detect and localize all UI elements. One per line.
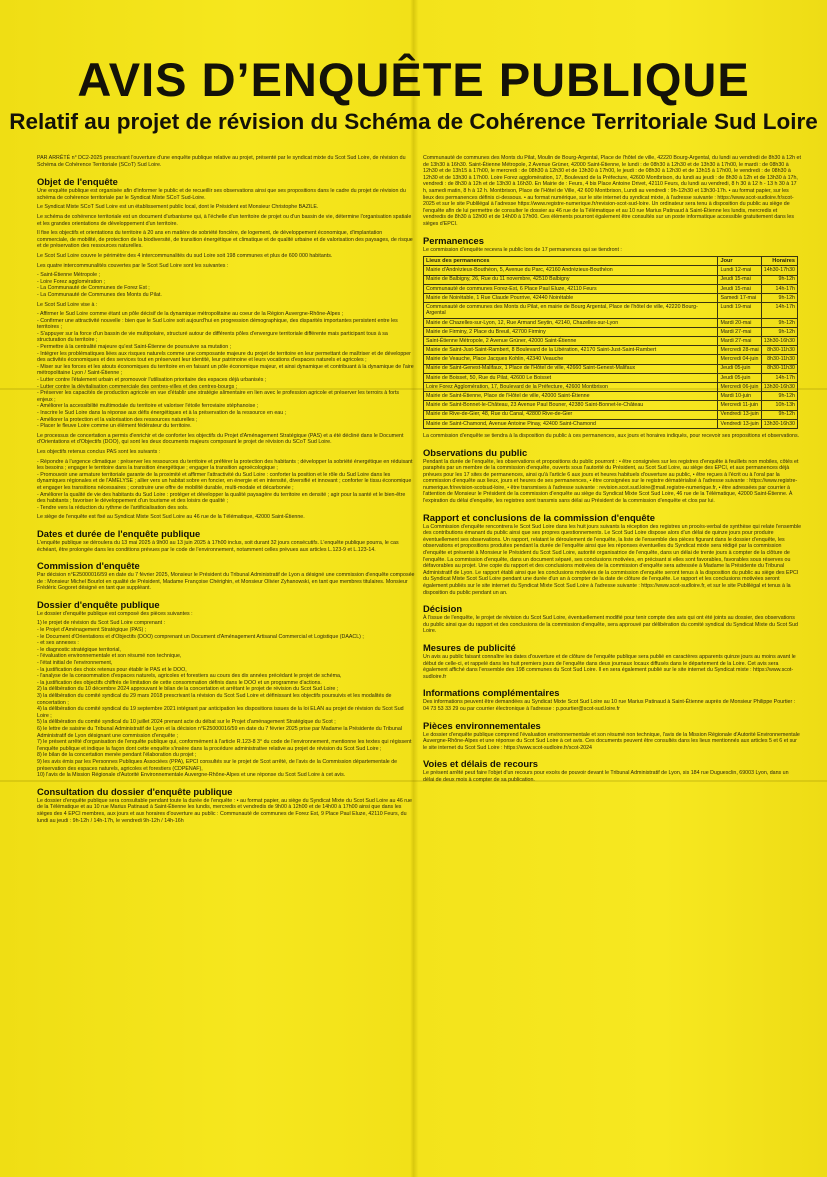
cell-horaires: 9h-12h bbox=[761, 392, 797, 401]
cell-horaires: 8h30-11h30 bbox=[761, 346, 797, 355]
cell-jour: Mardi 10-juin bbox=[718, 392, 761, 401]
section-heading-objet: Objet de l'enquête bbox=[37, 176, 118, 188]
left-column bbox=[37, 155, 415, 827]
paragraph: Le schéma de cohérence territoriale est un document d'urbanisme qui, à l'échelle d'un territoire de projet ou d'un bassin de vie, détermine l'organisation spatiale et les grandes orientations de développement d'un territoire. bbox=[37, 213, 412, 227]
list-item: 5) la délibération du comité syndical du 10 juillet 2024 prenant acte du débat sur le Projet d'aménagement Stratégique du Scot ; bbox=[37, 719, 336, 726]
list-item: 6) le lettre de saisine du Tribunal Administratif de Lyon et la décision n°E25000016/59 en date du 7 février 2025 prise par Madame la Présidente du Tribunal Administratif de Lyon désignant une commission d'enquête ; bbox=[37, 725, 402, 739]
list-item: 3) la délibération du comité syndical du 29 mars 2018 prescrivant la révision du Scot Sud Loire et définissant les objectifs poursuivis et les modalités de concertation ; bbox=[37, 693, 392, 706]
cell-horaires: 13h30-16h30 bbox=[761, 337, 797, 346]
paragraph: Le dossier d'enquête publique comprend l'évaluation environnementale et son résumé non technique, l'avis de la Mission Régionale d'Autorité Environnementale Auvergne-Rhône-Alpes et une réponse du Scot Sud Loire à cet avis. Ces documents peuvent être consultés dans les lieux mentionnés aux articles 5 et 6 et sur le site internet du Scot Sud Loire : https://www.scot-sudloire.fr/scot-2024 bbox=[423, 731, 800, 751]
list-item: - La Communauté de Communes des Monts du Pilat. bbox=[37, 291, 162, 298]
list-item: 1) le projet de révision du Scot Sud Loire comprenant : bbox=[37, 620, 166, 627]
paragraph: Un avis au public faisant connaître les dates d'ouverture et de clôture de l'enquête publique sera publié en caractères apparents quinze jours au moins avant le début de celle-ci, et rappelé dans les huit premiers jours de l'enquête dans deux journaux locaux diffusés dans le département de la Loire. Cet avis sera également affiché dans l'ensemble des 198 communes du Scot Sud Loire. Il en sera également publié sur le site internet du Syndicat mixte : https://www.scot-sudloire.fr bbox=[423, 653, 796, 680]
section-heading-observations: Observations du public bbox=[423, 446, 528, 458]
cell-horaires: 13h30-16h30 bbox=[761, 382, 797, 391]
list-item: 4) la délibération du comité syndical du 19 septembre 2021 intégrant par anticipation les dispositions issues de la loi ELAN au projet de révision du Scot Sud Loire ; bbox=[37, 706, 404, 719]
cell-horaires: 8h30-11h30 bbox=[761, 355, 797, 364]
cell-jour: Mardi 27-mai bbox=[718, 337, 761, 346]
cell-horaires: 9h-12h bbox=[761, 318, 797, 327]
cell-jour: Jeudi 15-mai bbox=[718, 284, 761, 293]
section-heading-pieces: Pièces environnementales bbox=[423, 719, 541, 731]
table-row bbox=[424, 284, 798, 293]
cell-jour: Jeudi 05-juin bbox=[718, 364, 761, 373]
table-row bbox=[424, 303, 798, 319]
paragraph: Le présent arrêté peut faire l'objet d'un recours pour excès de pouvoir devant le Tribunal Administratif de Lyon, sis 184 rue Duguesclin, 69003 Lyon, dans un délai de deux mois à compter de sa publication. bbox=[423, 770, 789, 783]
cell-horaires: 9h-12h bbox=[761, 410, 797, 419]
cell-jour: Mardi 27-mai bbox=[718, 327, 761, 336]
list-item: - le Projet d'Aménagement Stratégique (PAS) ; bbox=[37, 627, 147, 634]
cell-horaires: 14h-17h bbox=[761, 303, 797, 319]
cell-jour: Vendredi 13-juin bbox=[718, 419, 761, 428]
list-item: - S'appuyer sur la force d'un bassin de vie multipolaire, structuré autour de différents pôles d'envergure territoriale différente mais participant tous à sa structuration du territoire ; bbox=[37, 330, 388, 344]
cell-horaires: 14h-17h bbox=[761, 373, 797, 382]
cell-lieu: Loire Forez Agglomération, 17, Boulevard de la Préfecture, 42600 Montbrison bbox=[424, 382, 718, 391]
cell-horaires: 10h-13h bbox=[761, 401, 797, 410]
cell-lieu: Mairie de Balbigny, 26, Rue du 11 novembre, 42510 Balbigny bbox=[424, 275, 718, 284]
list-item: 2) la délibération du 10 décembre 2024 approuvant le bilan de la concertation et arrêtant le projet de révision du Scot Sud Loire ; bbox=[37, 686, 339, 693]
cell-jour: Lundi 19-mai bbox=[718, 303, 761, 319]
epci-list bbox=[37, 272, 415, 298]
list-item: - Saint-Étienne Métropole ; bbox=[37, 272, 101, 279]
intro-paragraph: PAR ARRÊTÉ n° DC2-2025 prescrivant l'ouverture d'une enquête publique relative au projet, présenté par le syndicat mixte du Scot Sud Loire, de révision du Schéma de Cohérence Territoriale (SCoT) Sud Loire. bbox=[37, 155, 406, 168]
paragraph: Le commission d'enquête recevra le public lors de 17 permanences qui se tiendront : bbox=[423, 246, 622, 253]
list-item: - et ses annexes : bbox=[37, 640, 79, 647]
paragraph: Pendant la durée de l'enquête, les observations et propositions du public pourront : • être consignées sur les registres d'enquête à feuillets non mobiles, côtés et paraphés par un membre de la commission d'enquête, ouverts sous l'autorité du Président, au Scot Sud Loire, au siège des EPCI, et aux permanences déjà prévues pour les 17 sites de permanences, ainsi qu'à l'article 6 aux jours et heures habituels d'ouverture au public, • être reçues à l'écrit ou à l'oral par la commission d'enquête aux lieux, jours et heures de ses permanences, • être consignées sur le registre dématérialisé à l'adresse suivante : https://www.registre-numerique.fr/revision-scotsud-loire, • être transmises à l'adresse suivante : revision.scot.sud.loire@mail.registre-numerique.fr, • être adressées par courrier à l'attention de Monsieur le Président de la commission d'enquête au siège du Syndicat Mixte Scot Sud Loire, 46 rue de la Télématique, 42000 Saint-Étienne. À l'expiration du délai d'enquête, les registres sont transmis sans délai au Président de la commission d'enquête et clos par lui. bbox=[423, 458, 799, 505]
cell-jour: Mardi 20-mai bbox=[718, 318, 761, 327]
list-item: - Améliorer la qualité de vie des habitants du Sud Loire : protéger et développer la qualité paysagère du territoire en densité ; agir pour la santé et le bien-être des habitants ; favoriser le développement d'un tourisme et des loisirs de qualité ; bbox=[37, 491, 406, 505]
section-heading-commission: Commission d'enquête bbox=[37, 560, 140, 572]
orientations-list bbox=[37, 311, 415, 430]
cell-horaires: 13h30-16h30 bbox=[761, 419, 797, 428]
table-row bbox=[424, 364, 798, 373]
paragraph: Le dossier d'enquête publique est composé des pièces suivantes : bbox=[37, 610, 193, 617]
cell-lieu: Mairie de Saint-Chamond, Avenue Antoine Pinay, 42400 Saint-Chamond bbox=[424, 419, 718, 428]
cell-jour: Vendredi 13-juin bbox=[718, 410, 761, 419]
list-item: - Intégrer les problématiques liées aux risques naturels comme une composante majeure du projet de territoire en leur permettant de maîtriser et de développer des activités économiques et des services tout en préservant leur identité, leur patrimoine et leurs vocations d'espaces naturels et agricoles ; bbox=[37, 350, 411, 364]
cell-lieu: Mairie de Saint-Étienne, Place de l'Hôtel de ville, 42000 Saint-Étienne bbox=[424, 392, 718, 401]
paragraph: Le dossier d'enquête publique sera consultable pendant toute la durée de l'enquête : • au format papier, au siège du Syndicat Mixte du Scot Sud Loire au 46 rue de la Télématique et au 10 rue Marius Patinaud à Saint-Étienne les lundis, mercredis et vendredis de 9h00 à 12h00 et de 14h00 à 17h00 ainsi que dans les sièges des 4 EPCI membres, aux jours et aux horaires d'ouverture au public : Communauté de communes de Forez Est, 9 Place Paul Eluze, 42110 Feurs, du lundi au jeudi : 9h-12h / 14h-17h, le vendredi 9h-12h / 14h-16h bbox=[37, 797, 412, 824]
cell-jour: Mercredi 06-juin bbox=[718, 382, 761, 391]
section-heading-consultation: Consultation du dossier d'enquête publique bbox=[37, 785, 233, 797]
paragraph: Communauté de communes des Monts du Pilat, Moulin de Bourg-Argental, Place de l'hôtel de ville, 42220 Bourg-Argental, du lundi au vendredi de 8h30 à 12h et de 13h30 à 16h30. Saint-Étienne Métropole, 2 Avenue Grüner, 42000 Saint-Étienne, le lundi : de 08h30 à 12h30 et de 13h30 à 17h00, le mardi : de 08h30 à 12h30 et de 13h15 à 17h00, le mercredi : de 08h30 à 12h30 et de 13h30 à 17h00, le jeudi : de 08h30 à 12h30 et de 13h15 à 17h00, le vendredi : de 08h30 à 12h30 et de 13h30 à 17h00. Loire Forez agglomération, 17, Boulevard de la Préfecture, 42600 Montbrison, du lundi au jeudi : de 8h30 à 12h et de 13h30 à 17h, vendredi : de 8h30 à 12h et de 13h30 à 16h30. En Mairie de : Feurs, 4 bis Place Antoine Drivet, 42110 Feurs, du lundi au vendredi, 8 h 30 à 12 h - 13 h 30 à 17 h, samedi matin, 8 h à 12 h. Montbrison, Place de l'Hôtel de Ville, 42 600 Montbrison, Lundi au vendredi : 9h-12h30 et 13h30-17h. • au format papier, sur les lieux des permanences définis ci-dessous. • au format numérique, sur le site internet du syndicat mixte, à l'adresse suivante : https://www.scot-sudloire.fr/scot-2025 et sur le site Publilégal à l'adresse https://www.registre-numerique.fr/revision-scot-sud-loire. Un ordinateur sera tenu à disposition du public au siège de l'enquête afin de lui permettre de consulter le dossier au 46 rue de la Télématique et au 10 rue Marius Patinaud à Saint-Étienne les lundis, mercredis et vendredis de 8h30 à 12h00 et de 14h00 à 17h00. Ces éléments pourront également être consultés sur un poste informatique accessible gratuitement dans les sièges d'EPCI. bbox=[423, 155, 801, 227]
cell-lieu: Mairie de Chazelles-sur-Lyon, 12, Rue Armand Seytin, 42140, Chazelles-sur-Lyon bbox=[424, 318, 718, 327]
paragraph: Les quatre intercommunalités couvertes par le Scot Sud Loire sont les suivantes : bbox=[37, 262, 229, 269]
paragraph: Le Scot Sud Loire vise à : bbox=[37, 301, 98, 308]
table-row bbox=[424, 401, 798, 410]
column-header-horaires: Horaires bbox=[761, 257, 797, 266]
cell-horaires: 14h30-17h30 bbox=[761, 266, 797, 275]
section-heading-rapport: Rapport et conclusions de la commission d'enquête bbox=[423, 511, 655, 523]
cell-horaires: 9h-12h bbox=[761, 327, 797, 336]
list-item: - Lutter contre la dévitalisation commerciale des centres-villes et des centres-bourgs ; bbox=[37, 383, 238, 390]
cell-lieu: Mairie de Rive-de-Gier, 48, Rue du Canal, 42800 Rive-de-Gier bbox=[424, 410, 718, 419]
page-subtitle: Relatif au projet de révision du Schéma de Cohérence Territoriale Sud Loire bbox=[9, 109, 818, 134]
paragraph: L'enquête publique se déroulera du 13 mai 2025 à 9h00 au 13 juin 2025 à 17h00 inclus, soit durant 32 jours consécutifs. L'enquête publique pourra, le cas échéant, être prolongée dans les conditions prévues par le code de l'environnement, notamment celles prévues aux articles L.123-9 et L.123-14. bbox=[37, 539, 399, 553]
paragraph: Le processus de concertation a permis d'enrichir et de conforter les objectifs du Projet d'Aménagement Stratégique (PAS) et a été décliné dans le Document d'Orientations et d'Objectifs (DOO), qui sont les deux documents majeurs composant le projet de révision du SCoT Sud Loire. bbox=[37, 432, 404, 446]
right-column bbox=[423, 155, 801, 787]
dossier-list bbox=[37, 620, 415, 778]
list-item: - Confirmer une attractivité nouvelle : bien que le Sud Loire soit aujourd'hui en progression démographique, des disparités importantes persistent entre les territoires ; bbox=[37, 317, 398, 331]
cell-jour: Jeudi 15-mai bbox=[718, 275, 761, 284]
list-item: - la justification des choix retenus pour établir le PAS et le DOO, bbox=[37, 666, 187, 673]
cell-lieu: Saint-Étienne Métropole, 2 Avenue Grüner, 42000 Saint-Étienne bbox=[424, 337, 718, 346]
cell-lieu: Mairie de Saint-Genest-Malifaux, 1 Place de l'Hôtel de ville, 42660 Saint-Genest-Malifaux bbox=[424, 364, 718, 373]
cell-lieu: Mairie de Veauche, Place Jacques Kohlin, 42340 Veauche bbox=[424, 355, 718, 364]
page-title: AVIS D’ENQUÊTE PUBLIQUE bbox=[77, 53, 750, 106]
section-heading-decision: Décision bbox=[423, 603, 463, 615]
list-item: - le Document d'Orientations et d'Objectifs (DOO) comprenant un Document d'Aménagement Artisanal Commercial et Logistique (DAACL) ; bbox=[37, 633, 364, 640]
cell-lieu: Mairie de Saint-Just-Saint-Rambert, 8 Boulevard de la Libération, 42170 Saint-Just-Saint-Rambert bbox=[424, 346, 718, 355]
section-heading-informations: Informations complémentaires bbox=[423, 687, 560, 699]
list-item: - Promouvoir une armature territoriale garante de la proximité et affirmer l'attractivité du Sud Loire : conforter la position et le rôle du Sud Loire dans les dynamiques régionales et de l'AMELYSE ; allier vers un habitat sobre en foncier, en énergie et en intensité, diversifié et innovant ; conforter le tissu économique et engager les transitions nécessaires ; construire une offre de mobilité durable, multi-modale et décarbonée ; bbox=[37, 471, 412, 491]
cell-jour: Lundi 12-mai bbox=[718, 266, 761, 275]
list-item: - l'évaluation environnementale et son résumé non technique, bbox=[37, 653, 182, 660]
cell-jour: Mercredi 04-juin bbox=[718, 355, 761, 364]
defis-list bbox=[37, 459, 415, 512]
list-item: 9) les avis émis par les Personnes Publiques Associées (PPA), EPCI consultés sur le projet de Scot arrêté, de l'avis de la Commission départementale de préservation des espaces naturels, agricoles et forestiers (CDPENAF), bbox=[37, 758, 398, 772]
cell-horaires: 9h-12h bbox=[761, 275, 797, 284]
cell-lieu: Mairie de Firminy, 2 Place du Breuil, 42700 Firminy bbox=[424, 327, 718, 336]
column-header-jour: Jour bbox=[718, 257, 761, 266]
paragraph: Par décision n°E25000016/59 en date du 7 février 2025, Monsieur le Président du Tribunal Administratif de Lyon a désigné une commission d'enquête composée de : Monsieur Michel Bourlot en qualité de Président, Madame Françoise Chérighin, et Monsieur Olivier Zyhanowski, en tant que membres titulaires. Monsieur Frédéric Gogoret désigné en tant que suppléant. bbox=[37, 572, 415, 592]
table-row bbox=[424, 266, 798, 275]
table-row bbox=[424, 419, 798, 428]
column-header-lieu: Lieux des permanences bbox=[424, 257, 718, 266]
list-item: - Loire Forez agglomération ; bbox=[37, 278, 106, 285]
table-row bbox=[424, 293, 798, 302]
list-item: - Répondre à l'urgence climatique : préserver les ressources du territoire et préférer la protection des habitants ; développer la sobriété énergétique en réduisant les besoins ; engager le territoire dans la transition énergétique ; engager la transition agroécologique ; bbox=[37, 458, 413, 472]
paragraph: À l'issue de l'enquête, le projet de révision du Scot Sud Loire, éventuellement modifié pour tenir compte des avis qui ont été joints au dossier, des observations du public ainsi que du rapport et des conclusions de la commission d'enquête, sera approuvé par délibération du comité syndical du Syndicat Mixte du Scot Sud Loire. bbox=[423, 615, 798, 635]
cell-lieu: Mairie de Saint-Bonnet-le-Château, 23 Avenue Paul Bouner, 42380 Saint-Bonnet-le-Château bbox=[424, 401, 718, 410]
list-item: 7) le présent arrêté d'organisation de l'enquête publique qui, conformément à l'article R.123-8 3° du code de l'environnement, mentionne les textes qui régissent l'enquête publique et indique la façon dont cette enquête s'insère dans la procédure administrative relative au projet de révision du Scot Sud Loire ; bbox=[37, 739, 412, 752]
cell-lieu: Communauté de communes des Monts du Pilat, en mairie de Bourg Argental, Place de l'hôtel de ville, 42220 Bourg-Argental bbox=[424, 303, 718, 319]
cell-lieu: Mairie de Noirétable, 1 Rue Claude Pourrive, 42440 Noirétable bbox=[424, 293, 718, 302]
list-item: - Placer le fleuve Loire comme un élément fédérateur du territoire. bbox=[37, 423, 192, 430]
list-item: - Préserver les capacités de production agricole en vue d'établir une stratégie alimentaire en lien avec le profession agricole et préserver les terroirs à forts enjeux ; bbox=[37, 390, 399, 403]
table-row bbox=[424, 355, 798, 364]
list-item: - Affirmer le Sud Loire comme étant un pôle décisif de la dynamique métropolitaine au coeur de la Région Auvergne-Rhône-Alpes ; bbox=[37, 311, 344, 318]
paragraph: Le Syndicat Mixte SCoT Sud Loire est un établissement public local, dont le Président est Monsieur Christophe BAZILE. bbox=[37, 204, 319, 211]
paragraph: Les objectifs retenus conclus PAS sont les suivants : bbox=[37, 448, 161, 455]
list-item: - Tendre vers la réduction du rythme de l'artificialisation des sols. bbox=[37, 504, 189, 511]
list-item: - Améliorer la accessibilité multimodale du territoire et valoriser l'étoile ferroviaire stéphanoise ; bbox=[37, 403, 259, 410]
list-item: 10) l'avis de la Mission Régionale d'Autorité Environnementale Auvergne-Rhône-Alpes et une réponse du Scot Sud Loire à cet avis. bbox=[37, 772, 346, 779]
table-row bbox=[424, 346, 798, 355]
table-row bbox=[424, 275, 798, 284]
list-item: - l'état initial de l'environnement, bbox=[37, 660, 113, 667]
section-heading-dates: Dates et durée de l'enquête publique bbox=[37, 527, 201, 539]
paragraph: Il fixe les objectifs et orientations du territoire à 20 ans en matière de sobriété foncière, de logement, de développement économique, d'implantation commerciale, de mobilité, de protection de la biodiversité, de transition énergétique et climatique et de qualité urbaine et de valorisation des paysages, de risque et de préservation des ressources naturelles. bbox=[37, 230, 413, 250]
list-item: - Miser sur les forces et les atouts économiques du territoire en en faisant un pôle économique majeur, et ainsi dynamique et contribuant à la dynamique de l'aire métropolitaine Lyon / Saint-Étienne ; bbox=[37, 363, 414, 377]
paragraph: Une enquête publique est organisée afin d'informer le public et de recueillir ses observations ainsi que ses propositions dans le cadre du projet de révision du schéma de cohérence territoriale par le Syndicat Mixte SCoT Sud-Loire. bbox=[37, 188, 406, 201]
paragraph: Des informations peuvent être demandées au Syndicat Mixte Scot Sud Loire au 10 rue Marius Patinaud à Saint-Étienne auprès de Monsieur Philippe Pourtier : 04 73 53 33 29 ou par courrier électronique à l'adresse : p.pourtier@scot-sud.loire.fr bbox=[423, 699, 796, 712]
list-item: - Inscrire le Sud Loire dans la réponse aux défis énergétiques et à la préservation de la ressource en eau ; bbox=[37, 410, 287, 416]
list-item: - le diagnostic stratégique territorial, bbox=[37, 646, 121, 653]
paragraph: La commission d'enquête se tiendra à la disposition du public à ces permanences, aux jours et horaires indiqués, pour recevoir ses propositions et observations. bbox=[423, 432, 800, 439]
table-row bbox=[424, 410, 798, 419]
cell-jour: Jeudi 05-juin bbox=[718, 373, 761, 382]
table-row bbox=[424, 327, 798, 336]
table-header-row bbox=[424, 257, 798, 266]
cell-jour: Mercredi 28-mai bbox=[718, 346, 761, 355]
cell-lieu: Mairie d'Andrézieux-Bouthéon, 5, Avenue du Parc, 42160 Andrézieux-Bouthéon bbox=[424, 266, 718, 275]
list-item: - l'analyse de la consommation d'espaces naturels, agricoles et forestiers au cours des dix années précédant le projet de schéma, bbox=[37, 673, 342, 680]
section-heading-permanences: Permanences bbox=[423, 234, 484, 246]
cell-lieu: Communauté de communes Forez-Est, 6 Place Paul Eluze, 42110 Feurs bbox=[424, 284, 718, 293]
permanences-table bbox=[423, 256, 798, 429]
cell-horaires: 9h-12h bbox=[761, 293, 797, 302]
cell-jour: Mercredi 11-juin bbox=[718, 401, 761, 410]
cell-jour: Samedi 17-mai bbox=[718, 293, 761, 302]
list-item: - La Communauté de Communes de Forez Est ; bbox=[37, 285, 150, 292]
list-item: - Lutter contre l'étalement urbain et promouvoir l'utilisation prioritaire des espaces déjà urbanisés ; bbox=[37, 377, 267, 384]
list-item: - la justification des objectifs chiffrés de limitation de cette consommation définis dans le DOO et un programme d'actions. bbox=[37, 679, 322, 686]
table-row bbox=[424, 318, 798, 327]
paragraph: Le siège de l'enquête est fixé au Syndicat Mixte Scot Sud Loire au 46 rue de la Télématique, 42000 Saint-Étienne. bbox=[37, 514, 305, 521]
paragraph: La Commission d'enquête rencontrera le Scot Sud Loire dans les huit jours suivants la réception des registres un procès-verbal de synthèse qui relate l'ensemble des contributions émanant du public ainsi que ses propres questionnements. Le Scot Sud Loire dispose alors d'un délai de quinze jours pour produire éventuellement ses observations. Un rapport, relatant le déroulement de l'enquête, la liste de l'ensemble des pièces figurant dans le dossier d'enquête, les observations et propositions produites pendant la durée de l'enquête ainsi que les réponses éventuelles du Syndicat mixte sera rédigé par la commission d'enquête et présenté à Monsieur le Président du Scot Sud Loire, autorité organisatrice de l'enquête, dans un délai de trente jours à compter de la clôture de l'enquête. La commission d'enquête, dans un document séparé, ses conclusions motivées, en précisant si elles sont favorables, favorables sous réserves ou défavorables au projet. Une copie du rapport et des conclusions motivées de la commission d'enquête sera adressée à Madame la Présidente du Tribunal Administratif de Lyon. Le rapport établi ainsi que les conclusions motivées de la commission d'enquête seront tenus à la disposition du public au siège des EPCI du Syndicat Mixte Scot Sud Loire pendant une durée d'un an à compter de la date de clôture de l'enquête. Le rapport et les conclusions motivées seront également publiés sur le site internet du Syndicat Mixte Scot Sud Loire à l'adresse suivante : https://www.scot-sudloire.fr, et sur le site Publilégal et tenus à la disposition du public pendant un an. bbox=[423, 523, 802, 596]
list-item: 8) le bilan de la concertation menée pendant l'élaboration du projet ; bbox=[37, 752, 197, 759]
section-heading-mesures: Mesures de publicité bbox=[423, 641, 516, 653]
table-row bbox=[424, 392, 798, 401]
cell-lieu: Mairie de Boisset, 50, Rue du Pilat, 42600 Le Boisset bbox=[424, 373, 718, 382]
table-row bbox=[424, 382, 798, 391]
list-item: - Améliorer la protection et la valorisation des ressources naturelles ; bbox=[37, 416, 198, 423]
section-heading-voies: Voies et délais de recours bbox=[423, 758, 538, 770]
paragraph: Le Scot Sud Loire couvre le périmètre des 4 intercommunalités du sud Loire soit 198 communes et plus de 600 000 habitants. bbox=[37, 252, 333, 259]
cell-horaires: 14h-17h bbox=[761, 284, 797, 293]
list-item: - Permettre à la centralité majeure qu'est Saint-Étienne de poursuivre sa mutation ; bbox=[37, 344, 232, 351]
table-row bbox=[424, 373, 798, 382]
table-row bbox=[424, 337, 798, 346]
section-heading-dossier: Dossier d'enquête publique bbox=[37, 598, 160, 610]
cell-horaires: 8h30-11h30 bbox=[761, 364, 797, 373]
